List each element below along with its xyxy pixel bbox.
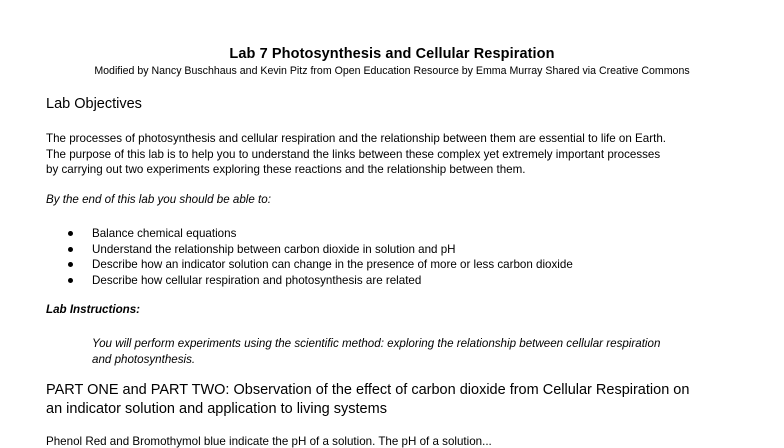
list-item-text: Balance chemical equations [92, 227, 237, 240]
intro-line: The processes of photosynthesis and cellular respiration and the relationship between them are essential to life on Earth. [46, 132, 666, 145]
list-item [66, 226, 573, 242]
objectives-heading: Lab Objectives [46, 96, 142, 112]
cutoff-text: Phenol Red and Bromothymol blue indicate the pH of a solution. The pH of a solution... [46, 435, 492, 448]
objectives-intro: By the end of this lab you should be able to: [46, 193, 271, 206]
instructions-heading: Lab Instructions: [46, 303, 141, 316]
cutoff-text-line [46, 432, 766, 448]
instructions-line: You will perform experiments using the scientific method: exploring the relationship between cellular respiration [92, 337, 661, 350]
document-subtitle: Modified by Nancy Buschhaus and Kevin Pitz from Open Education Resource by Emma Murray Shared via Creative Commons [94, 65, 690, 77]
list-item [66, 273, 573, 289]
list-item-text: Describe how an indicator solution can change in the presence of more or less carbon dioxide [92, 258, 573, 271]
intro-line: by carrying out two experiments exploring these reactions and the relationship between them. [46, 163, 526, 176]
document-title: Lab 7 Photosynthesis and Cellular Respiration [229, 46, 555, 62]
list-item-text: Understand the relationship between carbon dioxide in solution and pH [92, 242, 456, 256]
instructions-line: and photosynthesis. [92, 352, 196, 366]
part-heading [46, 381, 766, 419]
part-heading-line: PART ONE and PART TWO: Observation of the effect of carbon dioxide from Cellular Respiration on [46, 382, 690, 398]
bullet-icon [68, 262, 73, 267]
list-item [66, 242, 573, 258]
part-heading-line: an indicator solution and application to living systems [46, 401, 387, 417]
bullet-icon [68, 247, 73, 252]
intro-paragraph [46, 131, 766, 178]
list-item-text: Describe how cellular respiration and photosynthesis are related [92, 273, 422, 287]
bullet-icon [68, 231, 73, 236]
instructions-paragraph [92, 336, 752, 367]
bullet-icon [68, 278, 73, 283]
objectives-list [66, 226, 573, 288]
intro-line: The purpose of this lab is to help you to understand the links between these complex yet extremely important processes [46, 147, 661, 161]
list-item [66, 257, 573, 273]
